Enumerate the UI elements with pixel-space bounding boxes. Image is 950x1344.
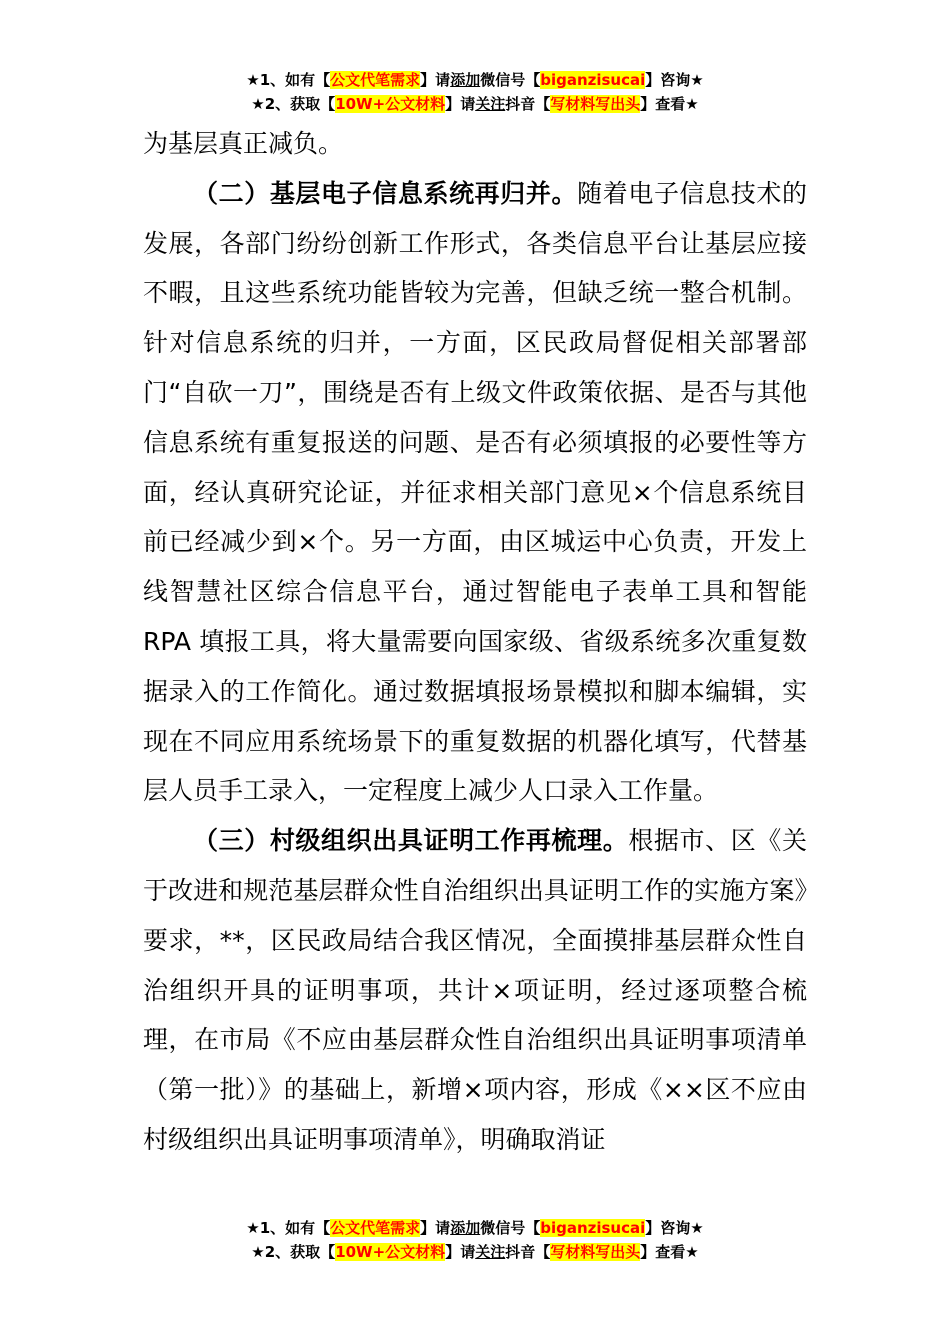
promo-line-2 bbox=[0, 1240, 950, 1264]
header-promo-banner bbox=[0, 68, 950, 116]
promo-text: 抖音【 bbox=[505, 95, 551, 113]
promo-highlight: 写材料写出头 bbox=[550, 1243, 641, 1261]
promo-text: 】请 bbox=[445, 1243, 476, 1261]
promo-underline: 关注 bbox=[475, 95, 506, 113]
promo-line-1 bbox=[0, 68, 950, 92]
section-heading: （二）基层电子信息系统再归并。 bbox=[193, 178, 578, 208]
promo-text: 微信号【 bbox=[480, 1219, 541, 1237]
promo-text: 】咨询★ bbox=[645, 1219, 704, 1237]
promo-text: 抖音【 bbox=[505, 1243, 551, 1261]
promo-text: 】咨询★ bbox=[645, 71, 704, 89]
promo-text: ★1、如有【 bbox=[246, 71, 331, 89]
promo-highlight: 写材料写出头 bbox=[550, 95, 641, 113]
promo-line-2 bbox=[0, 92, 950, 116]
promo-text: 】查看★ bbox=[640, 95, 699, 113]
promo-underline: 添加 bbox=[450, 71, 481, 89]
promo-text: 】请 bbox=[420, 1219, 451, 1237]
promo-highlight: biganzisucai bbox=[540, 71, 646, 89]
paragraph-text: 随着电子信息技术的发展，各部门纷纷创新工作形式，各类信息平台让基层应接不暇，且这些系统功能皆较为完善，但缺乏统一整合机制。针对信息系统的归并，一方面，区民政局督促相关部署部门“自砍一刀”，围绕是否有上级文件政策依据、是否与其他信息系统有重复报送的问题、是否有必须填报的必要性等方面，经认真研究论证，并征求相关部门意见×个信息系统目前已经减少到×个。另一方面，由区城运中心负责，开发上线智慧社区综合信息平台，通过智能电子表单工具和智能 RPA 填报工具，将大量需要向国家级、省级系统多次重复数据录入的工作简化。通过数据填报场景模拟和脚本编辑，实现在不同应用系统场景下的重复数据的机器化填写，代替基层人员手工录入，一定程度上减少人口录入工作量。 bbox=[143, 178, 807, 806]
promo-highlight: biganzisucai bbox=[540, 1219, 646, 1237]
footer-promo-banner bbox=[0, 1216, 950, 1264]
promo-text: 微信号【 bbox=[480, 71, 541, 89]
section-heading: （三）村级组织出具证明工作再梳理。 bbox=[193, 826, 629, 856]
promo-text: ★2、获取【 bbox=[251, 95, 336, 113]
paragraph-text: 根据市、区《关于改进和规范基层群众性自治组织出具证明工作的实施方案》要求，**，区民政局结合我区情况，全面摸排基层群众性自治组织开具的证明事项，共计×项证明，经过逐项整合梳理，在市局《不应由基层群众性自治组织出具证明事项清单（第一批）》的基础上，新增×项内容，形成《××区不应由村级组织出具证明事项清单》，明确取消证 bbox=[143, 826, 807, 1154]
promo-underline: 添加 bbox=[450, 1219, 481, 1237]
promo-text: ★1、如有【 bbox=[246, 1219, 331, 1237]
paragraph-section-2 bbox=[143, 169, 807, 816]
promo-text: ★2、获取【 bbox=[251, 1243, 336, 1261]
promo-highlight: 10W+公文材料 bbox=[335, 1243, 446, 1261]
promo-text: 】请 bbox=[445, 95, 476, 113]
promo-highlight: 公文代笔需求 bbox=[330, 71, 421, 89]
promo-text: 】请 bbox=[420, 71, 451, 89]
paragraph-section-3 bbox=[143, 816, 807, 1165]
document-body bbox=[143, 119, 807, 1165]
promo-text: 】查看★ bbox=[640, 1243, 699, 1261]
promo-line-1 bbox=[0, 1216, 950, 1240]
promo-underline: 关注 bbox=[475, 1243, 506, 1261]
paragraph-continuation: 为基层真正减负。 bbox=[143, 129, 344, 158]
promo-highlight: 10W+公文材料 bbox=[335, 95, 446, 113]
promo-highlight: 公文代笔需求 bbox=[330, 1219, 421, 1237]
